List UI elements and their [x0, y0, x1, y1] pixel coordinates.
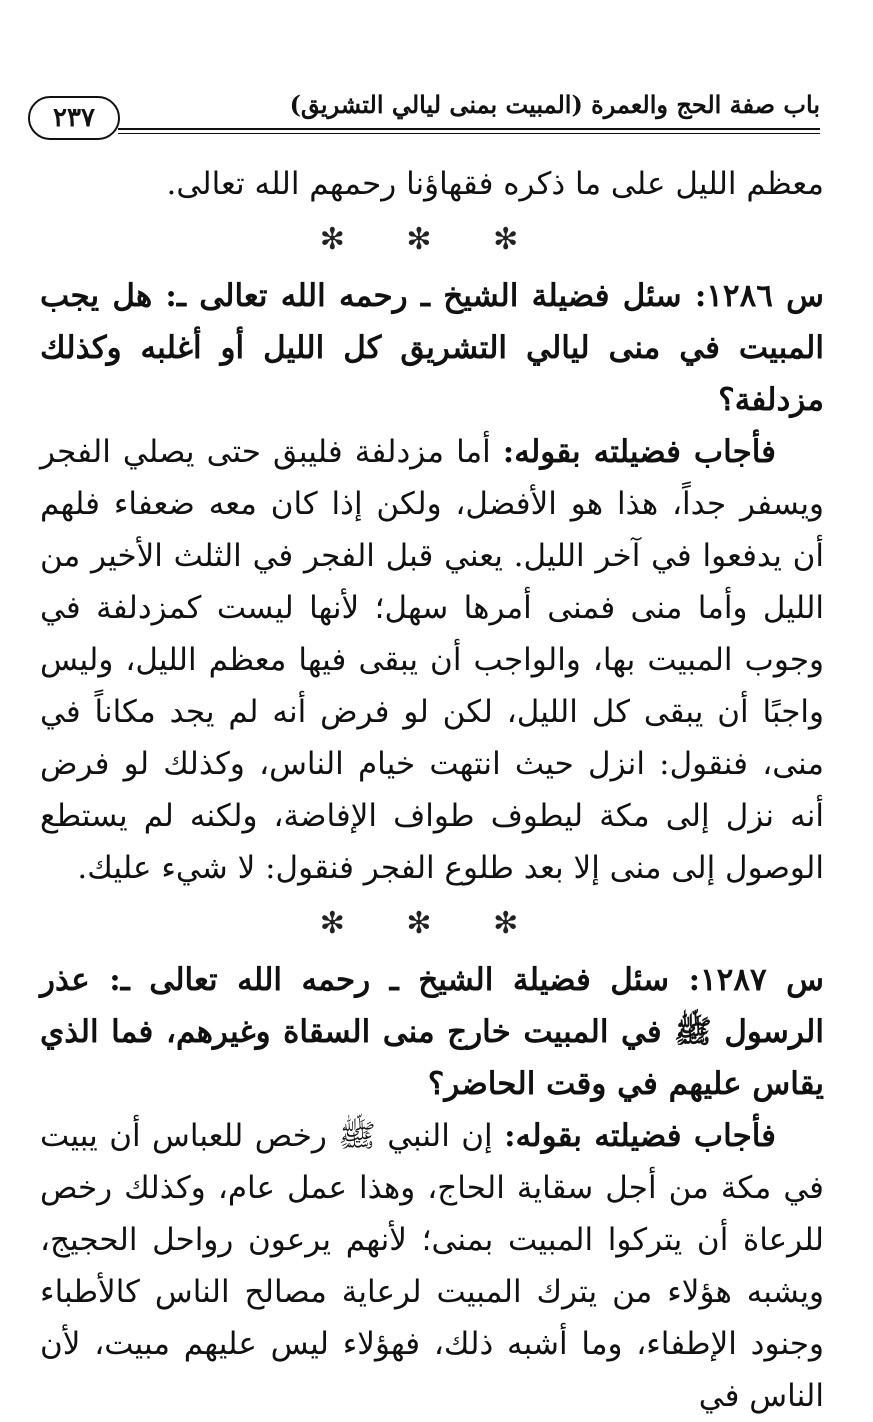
header-rule-thin — [118, 133, 820, 134]
question-1287: س ١٢٨٧: سئل فضيلة الشيخ ـ رحمه الله تعالى ـ: عذر الرسول ﷺ في المبيت خارج منى السقاة وغيرهم، فما الذي يقاس عليهم في وقت الحاضر؟ — [40, 962, 824, 1102]
page-number: ٢٣٧ — [28, 96, 120, 140]
page-header — [28, 90, 824, 146]
question-1286: س ١٢٨٦: سئل فضيلة الشيخ ـ رحمه الله تعالى ـ: هل يجب المبيت في منى ليالي التشريق كل الليل أو أغلبه وكذلك مزدلفة؟ — [40, 278, 824, 418]
section-divider: ✻ ✻ ✻ — [319, 222, 545, 257]
intro-line: معظم الليل على ما ذكره فقهاؤنا رحمهم الله تعالى. — [166, 166, 824, 202]
answer-text: أما مزدلفة فليبق حتى يصلي الفجر ويسفر جداً، هذا هو الأفضل، ولكن إذا كان معه ضعفاء فلهم أن يدفعوا في آخر الليل. يعني قبل الفجر في الثلث الأخير من الليل وأما منى فمنى أمرها سهل؛ لأنها ليست كمزدلفة في وجوب المبيت بها، والواجب أن يبقى فيها معظم الليل، وليس واجبًا أن يبقى كل الليل، لكن لو فرض أنه لم يجد مكاناً في منى، فنقول: انزل حيث انتهت خيام الناس، وكذلك لو فرض أنه نزل إلى مكة ليطوف طواف الإفاضة، ولكنه لم يستطع الوصول إلى منى إلا بعد طلوع الفجر فنقول: لا شيء عليك. — [40, 434, 824, 886]
running-title: باب صفة الحج والعمرة (المبيت بمنى ليالي التشريق) — [289, 90, 820, 119]
answer-text: إن النبي ﷺ رخص للعباس أن يبيت في مكة من أجل سقاية الحاج، وهذا عمل عام، وكذلك رخص للرعاة أن يتركوا المبيت بمنى؛ لأنهم يرعون رواحل الحجيج، ويشبه هؤلاء من يترك المبيت لرعاية مصالح الناس كالأطباء وجنود الإطفاء، وما أشبه ذلك، فهؤلاء ليس عليهم مبيت، لأن الناس في — [40, 1118, 824, 1414]
answer-lead: فأجاب فضيلته بقوله: — [504, 1118, 776, 1154]
answer-lead: فأجاب فضيلته بقوله: — [502, 434, 776, 470]
section-divider: ✻ ✻ ✻ — [319, 906, 545, 941]
header-rule — [118, 128, 820, 130]
answer-1287 — [40, 1110, 824, 1422]
page-body — [40, 158, 824, 1414]
answer-1286 — [40, 426, 824, 894]
